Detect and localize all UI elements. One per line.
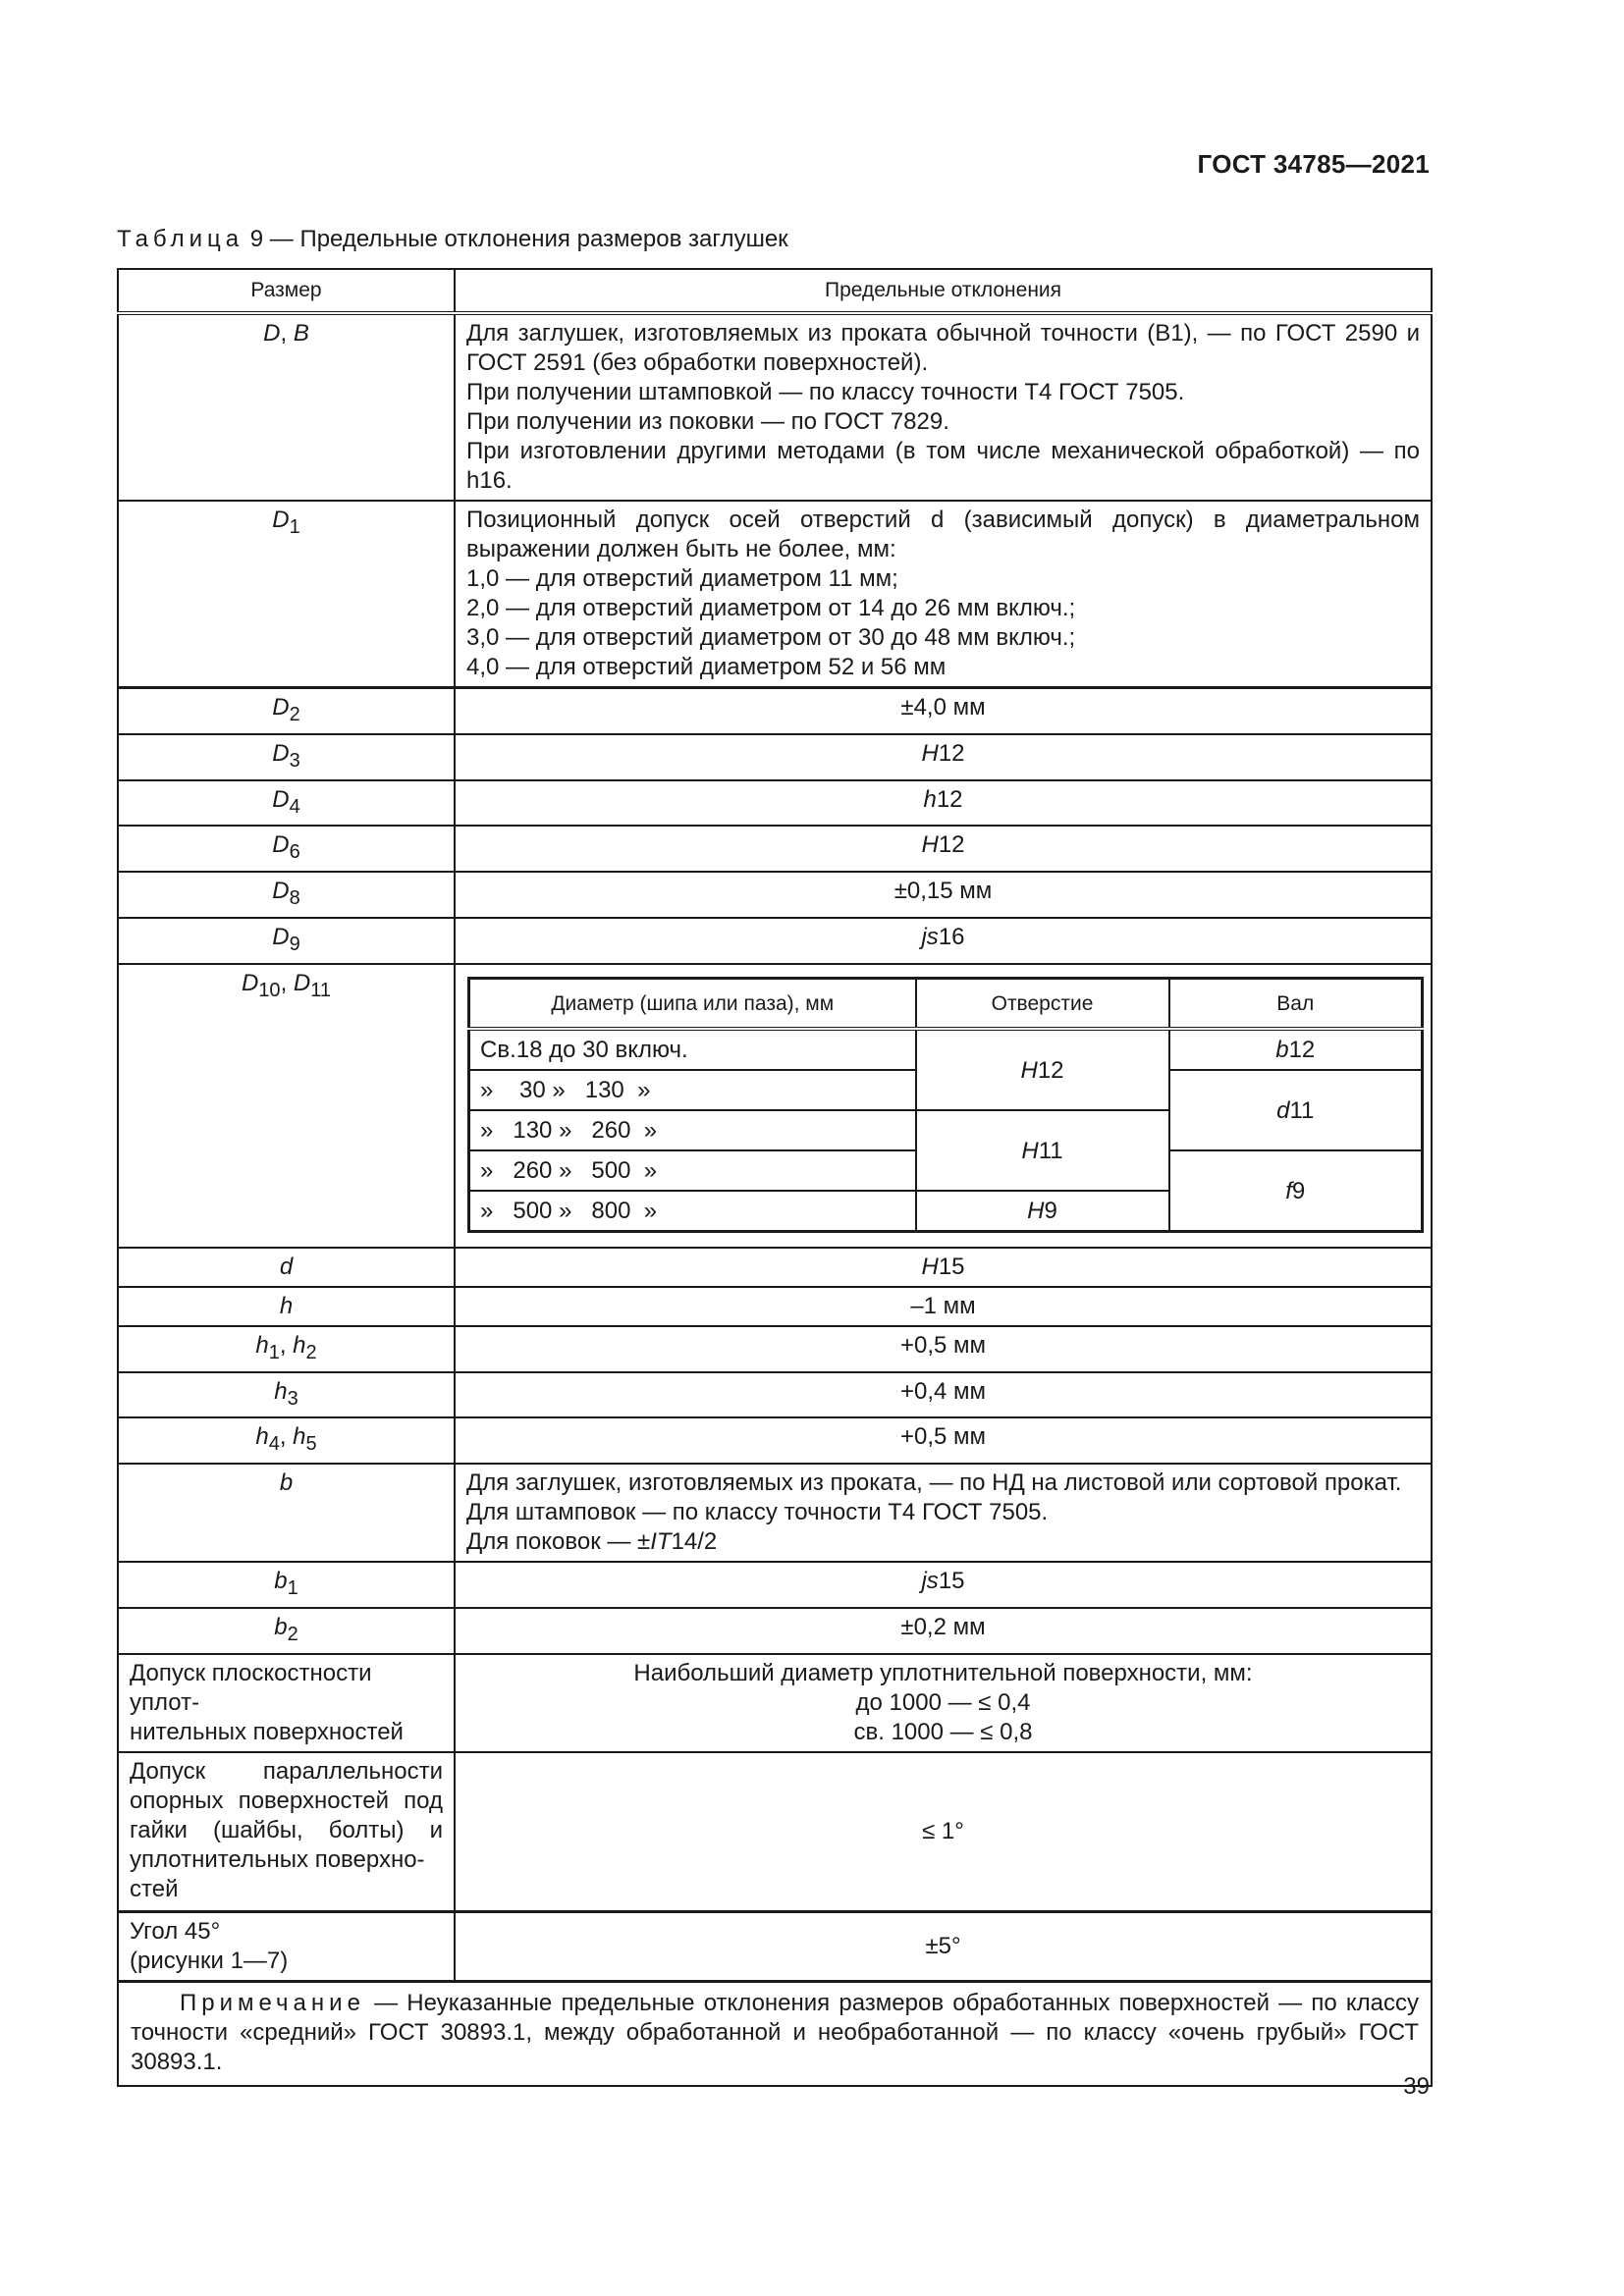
deviation-cell [455, 964, 1432, 1248]
deviation-cell: +0,4 мм [455, 1372, 1432, 1418]
size-cell: h [118, 1287, 455, 1326]
size-cell: $D_2$ [118, 688, 455, 734]
table-note [118, 1981, 1432, 2086]
range-cell: » 130 » 260 » [469, 1110, 916, 1150]
table-row [118, 872, 1432, 918]
deviation-cell: H12 [455, 826, 1432, 872]
text-line: Позиционный допуск осей отверстий d (зависимый допуск) в диаметральном выражении должен быть не более, мм: [466, 507, 1420, 562]
size-cell: $D_9$ [118, 918, 455, 964]
page-number: 39 [1403, 2073, 1430, 2100]
deviation-cell [455, 501, 1432, 688]
fits-header-diameter: Диаметр (шипа или паза), мм [469, 978, 916, 1029]
note-label: Примечание [180, 1989, 365, 2016]
deviation-cell: –1 мм [455, 1287, 1432, 1326]
table-row [118, 826, 1432, 872]
table-row [118, 918, 1432, 964]
text-line: При получении штамповкой — по классу точности Т4 ГОСТ 7505. [466, 379, 1185, 405]
table-row [118, 1654, 1432, 1752]
range-cell: » 260 » 500 » [469, 1150, 916, 1191]
hole-cell: H11 [916, 1110, 1169, 1191]
size-cell: $D_4$ [118, 780, 455, 827]
table-row [118, 964, 1432, 1248]
size-cell: $D_3$ [118, 734, 455, 780]
size-cell: $D_{10}$, $D_{11}$ [118, 964, 455, 1248]
text-line: Угол 45° [130, 1917, 221, 1945]
table-row [118, 1752, 1432, 1912]
size-cell: D, B [118, 313, 455, 501]
table-row [118, 313, 1432, 501]
table-row [118, 1248, 1432, 1287]
text-line: св. 1000 — ≤ 0,8 [853, 1718, 1033, 1745]
table-caption [117, 226, 788, 253]
deviation-cell: H15 [455, 1248, 1432, 1287]
size-cell [118, 1911, 455, 1981]
range-cell: Св.18 до 30 включ. [469, 1029, 916, 1070]
size-cell: $D_6$ [118, 826, 455, 872]
note-row [118, 1981, 1432, 2086]
deviation-cell: H12 [455, 734, 1432, 780]
size-cell: Допуск параллельности опорных поверхностей под гайки (шайбы, болты) и уплотнительных поверхно- стей [118, 1752, 455, 1912]
deviation-cell: js15 [455, 1562, 1432, 1608]
table-row [118, 1417, 1432, 1464]
text-line: 4,0 — для отверстий диаметром 52 и 56 мм [466, 654, 947, 680]
table-row [118, 1562, 1432, 1608]
fits-header-row [469, 978, 1423, 1029]
deviation-cell [455, 313, 1432, 501]
deviation-cell: +0,5 мм [455, 1417, 1432, 1464]
deviation-cell: ±0,15 мм [455, 872, 1432, 918]
deviation-cell: ±4,0 мм [455, 688, 1432, 734]
text-line: 3,0 — для отверстий диаметром от 30 до 48 мм включ.; [466, 624, 1076, 651]
fits-row [469, 1029, 1423, 1070]
table-row [118, 1464, 1432, 1562]
table-row [118, 1911, 1432, 1981]
fits-table [467, 977, 1424, 1233]
size-cell: $D_8$ [118, 872, 455, 918]
size-cell: $b_2$ [118, 1608, 455, 1654]
table-row [118, 1372, 1432, 1418]
text-line: Для заглушек, изготовляемых из проката обычной точности (В1), — по ГОСТ 2590 и ГОСТ 2591 (без обработки поверхностей). [466, 320, 1420, 376]
text-line: При получении из поковки — по ГОСТ 7829. [466, 408, 949, 435]
deviation-cell [455, 1654, 1432, 1752]
document-code: ГОСТ 34785—2021 [1197, 149, 1430, 179]
text-line: 2,0 — для отверстий диаметром от 14 до 26 мм включ.; [466, 595, 1076, 621]
table-row [118, 501, 1432, 688]
deviation-cell: ≤ 1° [455, 1752, 1432, 1912]
note-text: — Неуказанные предельные отклонения размеров обработанных поверхностей — по классу точности «средний» ГОСТ 30893.1, между обработанной и необработанной — по классу «очень грубый» ГОСТ 30893.1. [131, 1989, 1419, 2075]
text-line: до 1000 — ≤ 0,4 [855, 1688, 1031, 1716]
caption-title: 9 — Предельные отклонения размеров заглушек [244, 226, 788, 252]
hole-cell: H12 [916, 1029, 1169, 1110]
header-size: Размер [118, 269, 455, 313]
size-cell: $b_1$ [118, 1562, 455, 1608]
table-row [118, 780, 1432, 827]
caption-label: Таблица [117, 226, 244, 252]
range-cell: » 500 » 800 » [469, 1191, 916, 1232]
header-deviations: Предельные отклонения [455, 269, 1432, 313]
hole-cell: H9 [916, 1191, 1169, 1232]
text-line: (рисунки 1—7) [130, 1947, 289, 1974]
size-cell: $h_3$ [118, 1372, 455, 1418]
text-line: Для поковок — ±IT14/2 [466, 1528, 718, 1556]
size-cell: Допуск плоскостности уплот- нительных поверхностей [118, 1654, 455, 1752]
size-cell: $D_1$ [118, 501, 455, 688]
size-cell: b [118, 1464, 455, 1562]
size-cell: $h_1$, $h_2$ [118, 1326, 455, 1372]
text-line: Для штамповок — по классу точности Т4 ГОСТ 7505. [466, 1499, 1049, 1526]
deviation-cell: +0,5 мм [455, 1326, 1432, 1372]
table-row [118, 1326, 1432, 1372]
shaft-cell: f9 [1169, 1150, 1423, 1232]
text-line: При изготовлении другими методами (в том числе механической обработкой) — по h16. [466, 438, 1420, 494]
deviation-cell: h12 [455, 780, 1432, 827]
fits-header-hole: Отверстие [916, 978, 1169, 1029]
fits-header-shaft: Вал [1169, 978, 1423, 1029]
deviation-cell: ±5° [455, 1911, 1432, 1981]
size-cell: d [118, 1248, 455, 1287]
deviation-cell [455, 1464, 1432, 1562]
size-cell: $h_4$, $h_5$ [118, 1417, 455, 1464]
table-header-row [118, 269, 1432, 313]
table-row [118, 1287, 1432, 1326]
range-cell: » 30 » 130 » [469, 1070, 916, 1110]
table-row [118, 1608, 1432, 1654]
deviation-cell: ±0,2 мм [455, 1608, 1432, 1654]
tolerances-table [117, 268, 1433, 2087]
table-row [118, 734, 1432, 780]
text-line: Для заглушек, изготовляемых из проката, — по НД на листовой или сортовой прокат. [466, 1469, 1402, 1497]
table-row [118, 688, 1432, 734]
shaft-cell: d11 [1169, 1070, 1423, 1150]
text-line: Наибольший диаметр уплотнительной поверхности, мм: [633, 1659, 1253, 1686]
shaft-cell: b12 [1169, 1029, 1423, 1070]
deviation-cell: js16 [455, 918, 1432, 964]
text-line: 1,0 — для отверстий диаметром 11 мм; [466, 565, 898, 592]
